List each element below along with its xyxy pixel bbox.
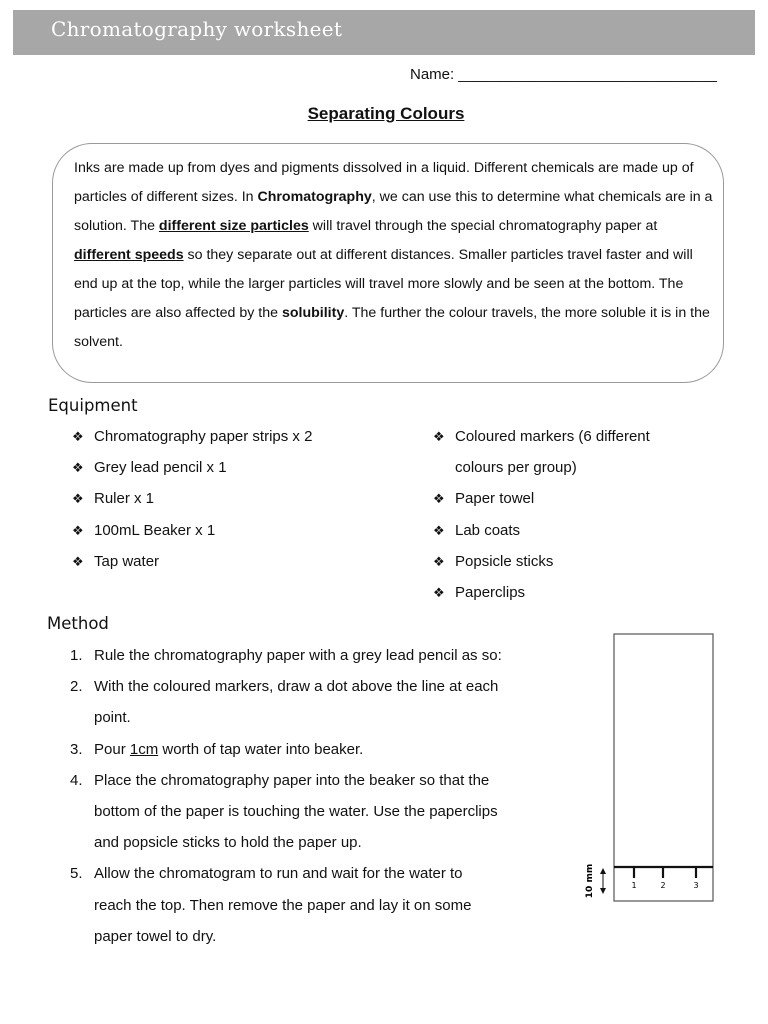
bullet-icon: ❖ — [433, 553, 445, 569]
equipment-heading: Equipment — [48, 396, 138, 415]
intro-paragraph: Inks are made up from dyes and pigments dissolved in a liquid. Different chemicals are made up of particles of different sizes. In Chromatography, we can use this to determine what chemicals are in a solution. The different size particles will travel through the special chromatography paper at different speeds so they separate out at different distances. Smaller particles travel faster and will end up at the top, while the larger particles will travel more slowly and be seen at the bottom. The particles are also affected by the solubility. The further the colour travels, the more soluble it is in the solvent. — [74, 160, 713, 350]
arrow-head-down — [600, 888, 606, 894]
page-title: Separating Colours — [307, 104, 465, 123]
bullet-icon: ❖ — [72, 553, 84, 569]
bullet-icon: ❖ — [433, 585, 445, 601]
method-step: 1. Rule the chromatography paper with a grey lead pencil as so: — [70, 647, 502, 664]
equipment-item: ❖ Tap water — [72, 546, 412, 577]
equipment-item: ❖ Paper towel — [433, 483, 753, 514]
measure-label: 10 mm — [585, 863, 595, 899]
method-step: 3. Pour 1cm worth of tap water into beaker. — [70, 740, 364, 758]
bullet-icon: ❖ — [433, 491, 445, 507]
chromatography-strip-diagram — [570, 630, 720, 905]
equipment-item: ❖ Paperclips — [433, 577, 753, 608]
equipment-item: colours per group) — [455, 459, 577, 477]
equipment-item: ❖ 100mL Beaker x 1 — [72, 515, 412, 546]
method-step: 4. Place the chromatography paper into the beaker so that the bottom of the paper is touching the water. Use the paperclips and popsicle sticks to hold the paper up. — [70, 771, 498, 852]
bullet-icon: ❖ — [72, 522, 84, 538]
equipment-item: ❖ Ruler x 1 — [72, 483, 412, 514]
method-step: 5. Allow the chromatogram to run and wait for the water to reach the top. Then remove the paper and lay it on some paper towel to dry. — [70, 865, 472, 945]
mark-label: 2 — [660, 881, 666, 890]
bullet-icon: ❖ — [433, 522, 445, 538]
header-bar — [13, 10, 755, 55]
arrow-head-up — [600, 868, 606, 874]
method-heading: Method — [47, 614, 109, 633]
bullet-icon: ❖ — [72, 429, 84, 444]
bullet-icon: ❖ — [72, 491, 84, 507]
equipment-item: ❖ Coloured markers (6 different — [433, 421, 753, 452]
equipment-item: ❖ Grey lead pencil x 1 — [72, 452, 412, 483]
equipment-item: ❖ Chromatography paper strips x 2 — [72, 421, 412, 452]
equipment-item: ❖ Popsicle sticks — [433, 546, 753, 577]
equipment-item: ❖ Lab coats — [433, 515, 753, 546]
name-field: Name: _______________________________ — [410, 66, 717, 83]
equipment-list-right — [433, 421, 753, 608]
method-steps — [70, 640, 560, 952]
method-step: 2. With the coloured markers, draw a dot above the line at each point. — [70, 678, 499, 727]
mark-label: 1 — [631, 881, 637, 890]
bullet-icon: ❖ — [72, 460, 84, 476]
paper-strip — [614, 634, 713, 901]
equipment-list-left — [72, 421, 412, 577]
worksheet-title: Chromatography worksheet — [51, 17, 343, 41]
mark-label: 3 — [693, 881, 699, 890]
bullet-icon: ❖ — [433, 429, 445, 444]
